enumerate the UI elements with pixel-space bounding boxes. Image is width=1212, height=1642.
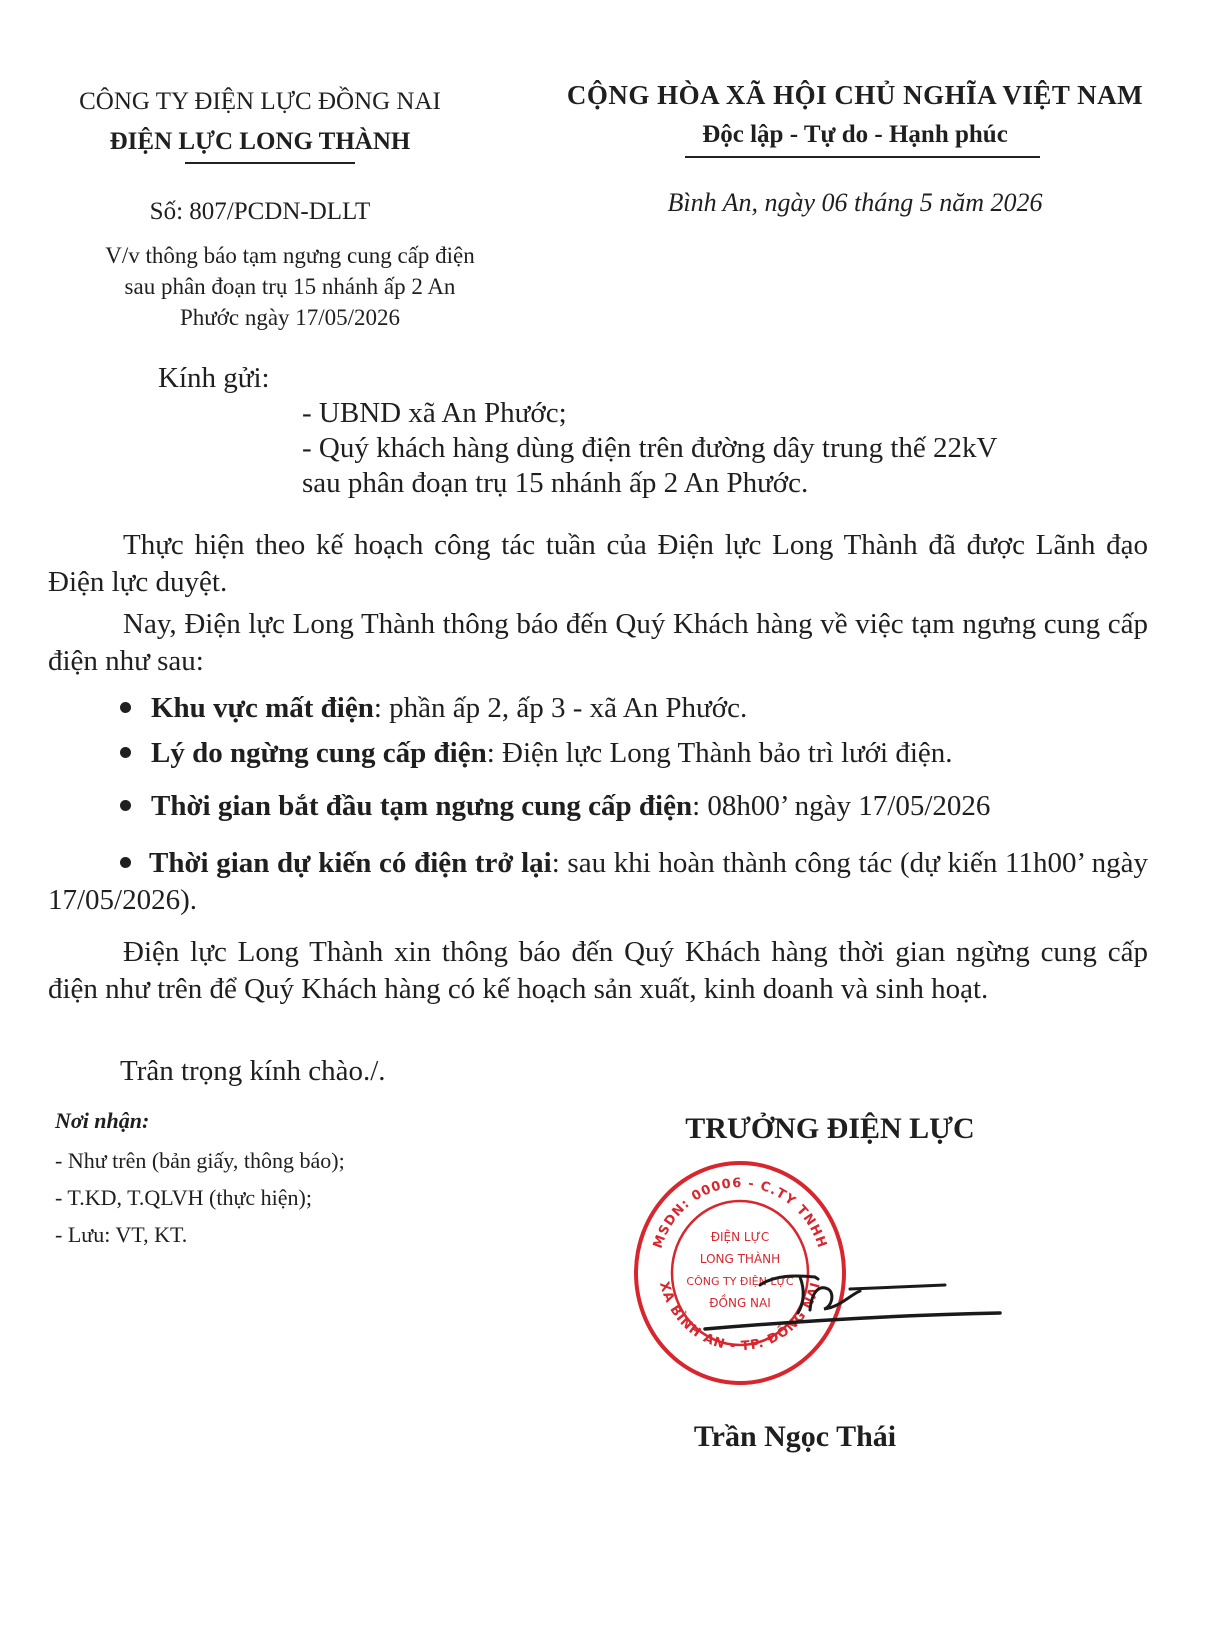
bullet-text: : Điện lực Long Thành bảo trì lưới điện. [486,737,953,769]
recipient-item: - Như trên (bản giấy, thông báo); [55,1148,345,1173]
bullet-dot-icon [120,800,131,811]
bullet-label: Thời gian dự kiến có điện trở lại [149,847,552,879]
header-left-underline [185,162,355,164]
header-right-underline [685,156,1040,158]
bullet-item [120,692,747,725]
org-name: ĐIỆN LỰC LONG THÀNH [109,128,411,155]
seal-inner-text: CÔNG TY ĐIỆN LỰC [686,1275,794,1288]
subject-line: V/v thông báo tạm ngưng cung cấp điện [105,243,475,268]
body-paragraph: Điện lực Long Thành xin thông báo đến Quý Khách hàng thời gian ngừng cung cấp điện như trên để Quý Khách hàng có kế hoạch sản xuất, kinh doanh và sinh hoạt. [48,936,1148,1005]
body-paragraph: Thực hiện theo kế hoạch công tác tuần của Điện lực Long Thành đã được Lãnh đạo Điện lực duyệt. [48,529,1148,598]
bullet-label: Thời gian bắt đầu tạm ngưng cung cấp điện [151,790,693,822]
addressee-line: - Quý khách hàng dùng điện trên đường dây trung thế 22kV [302,432,998,464]
bullet-label: Lý do ngừng cung cấp điện [151,737,487,769]
seal-inner-text: ĐỒNG NAI [709,1296,771,1310]
seal-inner-text: ĐIỆN LỰC [710,1230,770,1244]
addressee-line: sau phân đoạn trụ 15 nhánh ấp 2 An Phước. [302,467,809,499]
closing-line: Trân trọng kính chào./. [120,1055,386,1087]
addressee-line: - UBND xã An Phước; [302,397,567,429]
recipients-title: Nơi nhận: [55,1108,150,1133]
bullet-label: Khu vực mất điện [151,692,374,724]
body-paragraph: Nay, Điện lực Long Thành thông báo đến Quý Khách hàng về việc tạm ngưng cung cấp điện như sau: [48,608,1148,677]
subject-line: Phước ngày 17/05/2026 [179,305,401,330]
bullet-text: : 08h00’ ngày 17/05/2026 [692,790,991,822]
seal-outer-top-text: MSDN: 00006 - C.TY TNHH [650,1175,830,1251]
document-number: Số: 807/PCDN-DLLT [149,198,371,225]
national-motto: Độc lập - Tự do - Hạnh phúc [702,121,1008,148]
bullet-item [120,790,990,823]
signatory-name: Trần Ngọc Thái [693,1420,897,1453]
bullet-dot-icon [120,857,131,868]
national-title: CỘNG HÒA XÃ HỘI CHỦ NGHĨA VIỆT NAM [566,80,1144,110]
recipient-item: - Lưu: VT, KT. [55,1222,188,1247]
addressee-label: Kính gửi: [158,362,270,394]
bullet-text: : phần ấp 2, ấp 3 - xã An Phước. [373,692,748,724]
recipient-item: - T.KD, T.QLVH (thực hiện); [55,1185,312,1210]
bullet-item [120,737,953,770]
bullet-text: : sau khi hoàn thành công tác (dự kiến 11h00’ ngày 17/05/2026). [48,847,1148,916]
handwritten-signature [700,1255,1020,1345]
place-date: Bình An, ngày 06 tháng 5 năm 2026 [667,188,1043,217]
seal-outer-bottom-text: XÃ BÌNH AN - TP. ĐỒNG NAI [655,1280,824,1355]
seal-inner-text: LONG THÀNH [699,1252,781,1266]
bullet-dot-icon [120,747,131,758]
signatory-title: TRƯỞNG ĐIỆN LỰC [685,1112,975,1145]
org-parent-name: CÔNG TY ĐIỆN LỰC ĐỒNG NAI [79,88,441,115]
bullet-dot-icon [120,702,131,713]
subject-line: sau phân đoạn trụ 15 nhánh ấp 2 An [124,274,456,299]
bullet-item [48,845,1148,919]
subject-block [40,240,540,333]
